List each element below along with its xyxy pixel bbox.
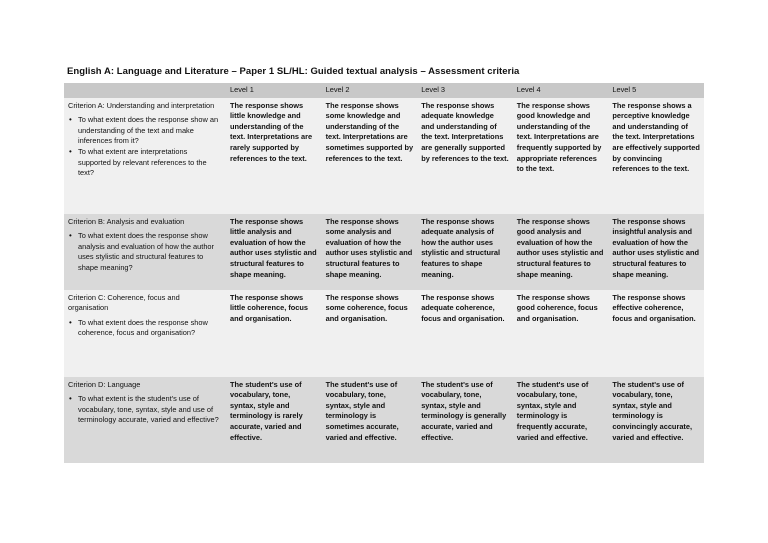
- level-2-descriptor: The student's use of vocabulary, tone, syntax, style and terminology is sometimes accurate, varied and effective.: [322, 377, 418, 463]
- guiding-question: • To what extent does the response show analysis and evaluation of how the author uses stylistic and structural features to shape meaning?: [78, 231, 222, 273]
- criterion-title: Criterion D: Language: [68, 379, 141, 389]
- criterion-row-b: [64, 214, 704, 290]
- criterion-title: Criterion A: Understanding and interpretation: [68, 100, 215, 110]
- level-4-descriptor: The response shows good analysis and evaluation of how the author uses stylistic and structural features to shape meaning.: [513, 214, 609, 290]
- guiding-question: • To what extent does the response show an understanding of the text and make inferences from it?: [78, 115, 222, 147]
- criterion-row-c: [64, 290, 704, 377]
- level-2-descriptor: The response shows some coherence, focus and organisation.: [322, 290, 418, 377]
- level-5-descriptor: The response shows a perceptive knowledge and understanding of the text. Interpretations are effectively supported by convincing references to the text.: [608, 98, 704, 214]
- level-4-descriptor: The student's use of vocabulary, tone, syntax, style and terminology is frequently accurate, varied and effective.: [513, 377, 609, 463]
- criterion-title: Criterion B: Analysis and evaluation: [68, 216, 185, 226]
- header-cell-level-1: Level 1: [226, 83, 322, 98]
- page-title: English A: Language and Literature – Paper 1 SL/HL: Guided textual analysis – Assessment criteria: [67, 66, 520, 77]
- header-cell-level-3: Level 3: [417, 83, 513, 98]
- criterion-row-d: [64, 377, 704, 463]
- header-cell-criterion: [64, 83, 226, 98]
- level-3-descriptor: The response shows adequate analysis of how the author uses stylistic and structural features to shape meaning.: [417, 214, 513, 290]
- guiding-questions: [68, 318, 222, 339]
- header-cell-level-4: Level 4: [513, 83, 609, 98]
- level-1-descriptor: The response shows little knowledge and understanding of the text. Interpretations are rarely supported by references to the text.: [226, 98, 322, 214]
- table-header-row: [64, 83, 704, 98]
- guiding-questions: [68, 231, 222, 273]
- guiding-question: • To what extent are interpretations supported by relevant references to the text?: [78, 147, 222, 179]
- level-3-descriptor: The response shows adequate coherence, focus and organisation.: [417, 290, 513, 377]
- criterion-title: Criterion C: Coherence, focus and organisation: [68, 292, 180, 313]
- level-5-descriptor: The response shows effective coherence, focus and organisation.: [608, 290, 704, 377]
- level-1-descriptor: The response shows little analysis and evaluation of how the author uses stylistic and structural features to shape meaning.: [226, 214, 322, 290]
- level-2-descriptor: The response shows some analysis and evaluation of how the author uses stylistic and structural features to shape meaning.: [322, 214, 418, 290]
- assessment-criteria-table: [64, 83, 704, 463]
- criterion-cell: [64, 290, 226, 377]
- header-cell-level-5: Level 5: [608, 83, 704, 98]
- level-2-descriptor: The response shows some knowledge and understanding of the text. Interpretations are sometimes supported by references to the text.: [322, 98, 418, 214]
- level-5-descriptor: The student's use of vocabulary, tone, syntax, style and terminology is convincingly accurate, varied and effective.: [608, 377, 704, 463]
- level-3-descriptor: The student's use of vocabulary, tone, syntax, style and terminology is generally accurate, varied and effective.: [417, 377, 513, 463]
- level-1-descriptor: The response shows little coherence, focus and organisation.: [226, 290, 322, 377]
- level-1-descriptor: The student's use of vocabulary, tone, syntax, style and terminology is rarely accurate, varied and effective.: [226, 377, 322, 463]
- level-5-descriptor: The response shows insightful analysis and evaluation of how the author uses stylistic and structural features to shape meaning.: [608, 214, 704, 290]
- level-4-descriptor: The response shows good coherence, focus and organisation.: [513, 290, 609, 377]
- criterion-cell: [64, 377, 226, 463]
- guiding-questions: [68, 394, 222, 426]
- guiding-questions: [68, 115, 222, 179]
- criterion-row-a: [64, 98, 704, 214]
- guiding-question: • To what extent does the response show coherence, focus and organisation?: [78, 318, 222, 339]
- criterion-cell: [64, 98, 226, 214]
- level-4-descriptor: The response shows good knowledge and understanding of the text. Interpretations are frequently supported by appropriate references to the text.: [513, 98, 609, 214]
- guiding-question: • To what extent is the student's use of vocabulary, tone, syntax, style and use of terminology accurate, varied and effective?: [78, 394, 222, 426]
- header-cell-level-2: Level 2: [322, 83, 418, 98]
- criterion-cell: [64, 214, 226, 290]
- level-3-descriptor: The response shows adequate knowledge and understanding of the text. Interpretations are generally supported by references to the text.: [417, 98, 513, 214]
